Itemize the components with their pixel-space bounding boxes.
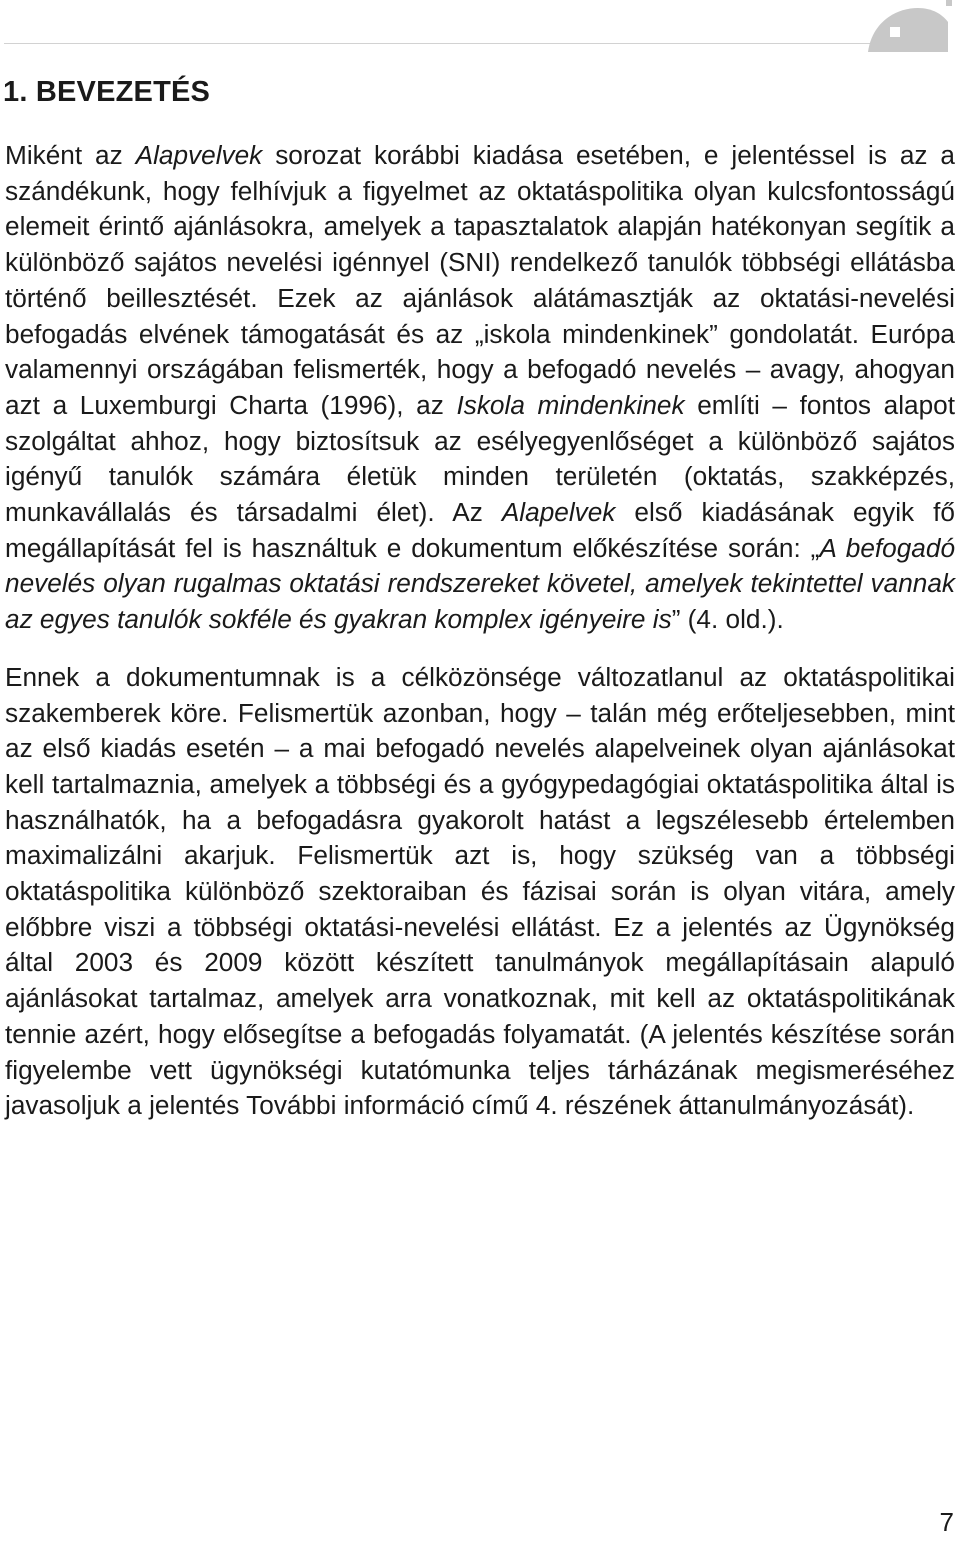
italic-text-run: A befogadó nevelés olyan rugalmas oktatási rendszereket követel, amelyek tekintettel vannak az egyes tanulók sokféle és gyakran komplex igényeire is: [5, 532, 956, 635]
header-rule: [4, 43, 880, 44]
section-heading: 1. BEVEZETÉS: [3, 76, 211, 108]
page-number: 7: [939, 1507, 954, 1537]
corner-logo-icon: [866, 0, 960, 52]
text-run: említi – fontos alapot szolgáltat ahhoz, hogy biztosítsuk az esélyegyenlőséget a különböző sajátos igényű tanulók számára életük minden területén (oktatás, szakképzés, munkavállalás és társadalmi élet). Az: [5, 389, 955, 528]
text-run: Miként az: [5, 140, 136, 170]
paragraph-audience: Ennek a dokumentumnak is a célközönsége változatlanul az oktatáspolitikai szakemberek köre. Felismertük azonban, hogy – talán még erőteljesebben, mint az első kiadás esetén – a mai befogadó nevelés alapelveinek olyan ajánlásokat kell tartalmaznia, amelyek a többségi és a gyógypedagógiai oktatáspolitika által is használhatók, ha a befogadásra gyakorolt hatást a legszélesebb értelemben maximalizálni akarjuk. Felismertük azt is, hogy szükség van a többségi oktatáspolitika különböző szektoraiban és fázisai során is olyan vitára, amely előbbre viszi a többségi oktatási-nevelési ellátást. Ez a jelentés az Ügynökség által 2003 és 2009 között készített tanulmányok megállapításain alapuló ajánlásokat tartalmaz, amelyek arra vonatkoznak, mit kell az oktatáspolitikának tennie azért, hogy elősegítse a befogadás folyamatát. (A jelentés készítése során figyelembe vett ügynökségi kutatómunka teljes tárházának megismeréséhez javasoljuk a jelentés További információ című 4. részének áttanulmányozását).: [5, 661, 955, 1121]
text-run: sorozat korábbi kiadása esetében, e jelentéssel is az a szándékunk, hogy felhívjuk a figyelmet az oktatáspolitika olyan kulcsfontosságú elemeit érintő ajánlásokra, amelyek a tapasztalatok alapján hatékonyan segítik a különböző sajátos nevelési igénnyel (SNI) rendelkező tanulók többségi ellátásba történő beillesztését. Ezek az ajánlások alátámasztják az oktatási-nevelési befogadás elvének támogatását és az „iskola mindenkinek” gondolatát. Európa valamennyi országában felismerték, hogy a befogadó nevelés – avagy, ahogyan azt a Luxemburgi Charta (1996), az: [5, 140, 955, 420]
italic-text-run: Alapelvek: [501, 497, 616, 528]
text-run: ” (4. old.).: [671, 604, 784, 635]
paragraph-intro: [5, 138, 955, 638]
text-run: első kiadásának egyik fő megállapítását fel is használtuk e dokumentum előkészítése során: „: [5, 497, 955, 563]
italic-text-run: Alapvelvek: [135, 140, 263, 170]
body-text: [5, 138, 955, 1124]
italic-text-run: Iskola mindenkinek: [456, 389, 685, 420]
